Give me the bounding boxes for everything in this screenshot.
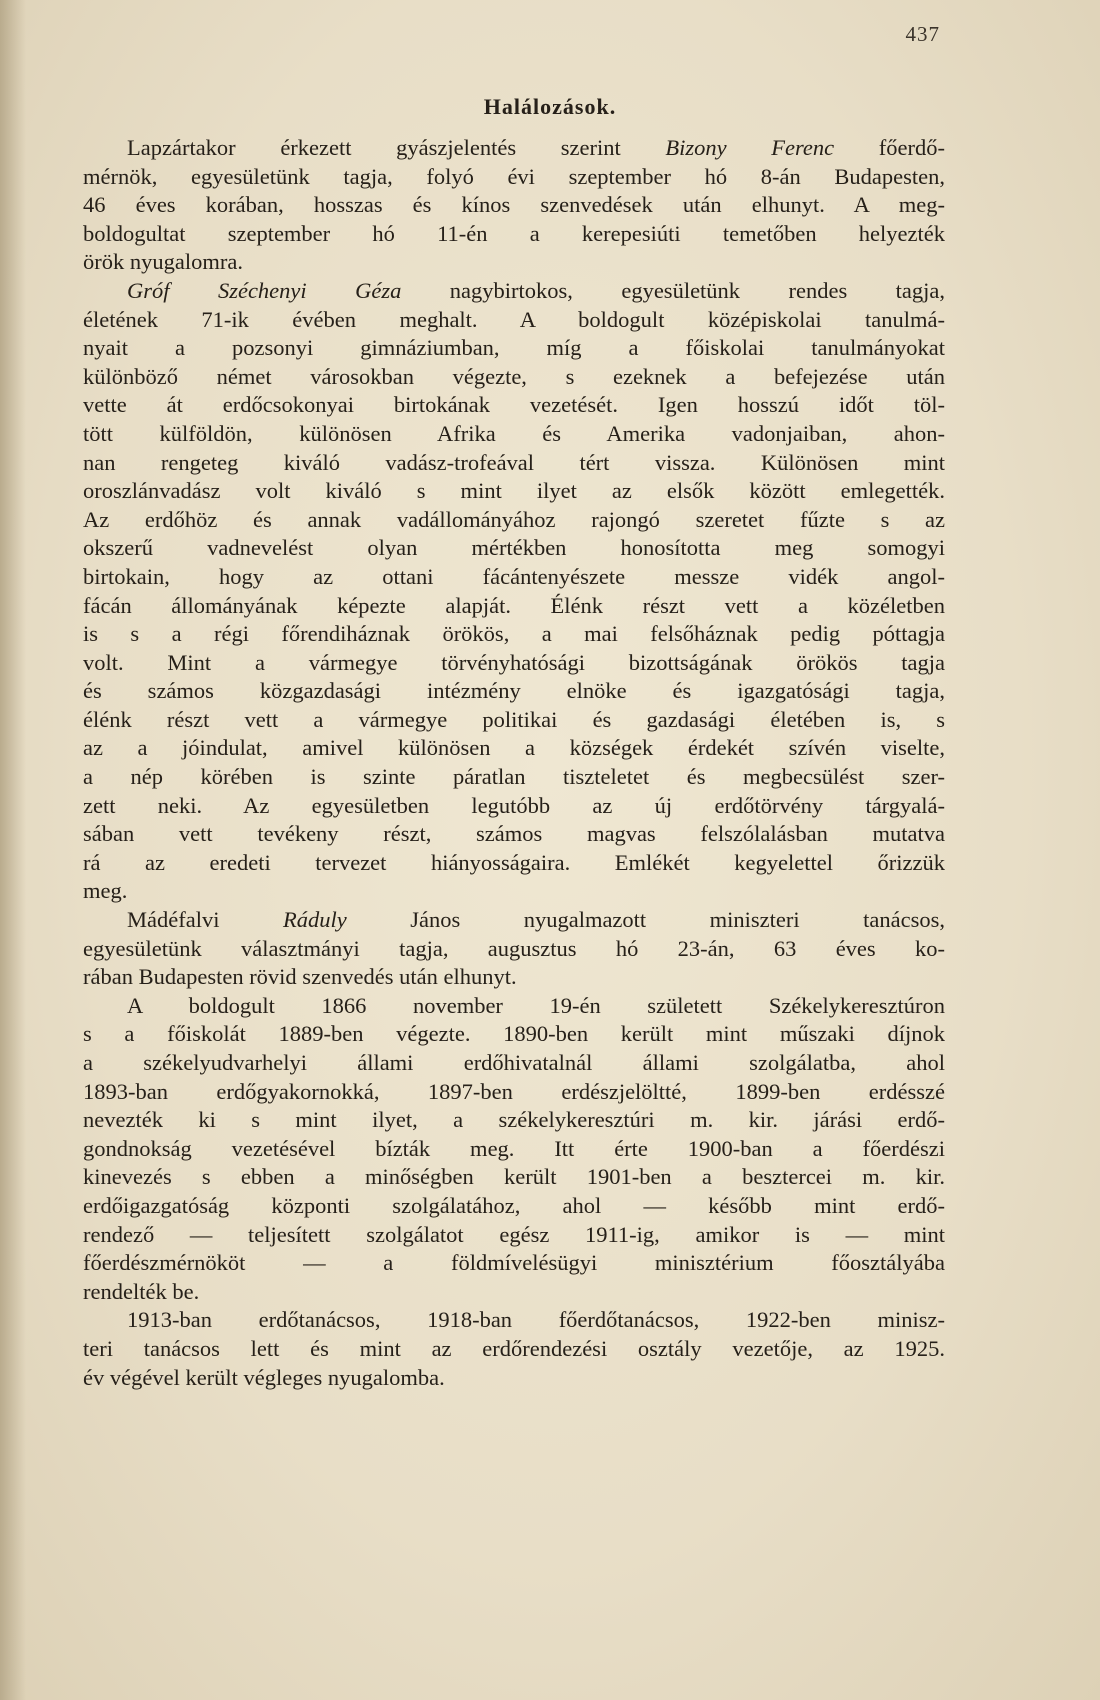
text-segment: főerdészmérnököt — a földmívelésügyi minisztérium főosztályába bbox=[83, 1250, 945, 1276]
text-segment: kinevezés s ebben a minőségben került 1901-ben a besztercei m. kir. bbox=[83, 1164, 945, 1190]
text-line bbox=[83, 992, 945, 1021]
text-segment: zett neki. Az egyesületben legutóbb az új erdőtörvény tárgyalá- bbox=[83, 792, 945, 818]
text-line bbox=[83, 1306, 945, 1335]
text-segment: fácán állományának képezte alapját. Élénk részt vett a közéletben bbox=[83, 592, 945, 618]
page-number: 437 bbox=[905, 22, 940, 46]
text-segment: és számos közgazdasági intézmény elnöke és igazgatósági tagja, bbox=[83, 678, 945, 704]
name-italic: Gróf Széchenyi Géza bbox=[127, 277, 402, 303]
text-line bbox=[83, 649, 945, 678]
name-italic: Bizony Ferenc bbox=[665, 135, 835, 160]
text-line bbox=[83, 477, 945, 506]
paragraph bbox=[83, 906, 945, 992]
text-segment: 1913-ban erdőtanácsos, 1918-ban főerdőtanácsos, 1922-ben minisz- bbox=[127, 1307, 945, 1333]
text-segment: a nép körében is szinte páratlan tiszteletet és megbecsülést szer- bbox=[83, 764, 945, 790]
text-segment: rá az eredeti tervezet hiányosságaira. Emlékét kegyelettel őrizzük bbox=[83, 849, 945, 875]
text-segment: s a főiskolát 1889-ben végezte. 1890-ben került mint műszaki díjnok bbox=[83, 1021, 945, 1047]
text-line bbox=[83, 849, 945, 878]
text-line bbox=[83, 677, 945, 706]
text-segment: birtokain, hogy az ottani fácántenyészete messze vidék angol- bbox=[83, 563, 945, 589]
text-line bbox=[83, 163, 945, 192]
section-title: Halálozások. bbox=[483, 94, 617, 119]
text-segment: élénk részt vett a vármegye politikai és gazdasági életében is, s bbox=[83, 706, 945, 732]
text-segment: János nyugalmazott miniszteri tanácsos, bbox=[346, 907, 945, 933]
text-line bbox=[83, 877, 945, 906]
text-segment: rendelték be. bbox=[83, 1278, 200, 1304]
text-line bbox=[83, 734, 945, 763]
name-italic: Ráduly bbox=[282, 907, 347, 933]
text-line bbox=[83, 1106, 945, 1135]
text-line bbox=[83, 620, 945, 649]
text-line bbox=[83, 1163, 945, 1192]
text-line bbox=[83, 334, 945, 363]
text-segment: sában vett tevékeny részt, számos magvas felszólalásban mutatva bbox=[83, 821, 945, 847]
text-line bbox=[83, 1249, 945, 1278]
text-segment: gondnokság vezetésével bízták meg. Itt érte 1900-ban a főerdészi bbox=[83, 1135, 945, 1161]
text-segment: főerdő- bbox=[834, 135, 945, 160]
text-line bbox=[83, 1335, 945, 1364]
text-segment: Lapzártakor érkezett gyászjelentés szerint bbox=[127, 135, 666, 160]
text-line bbox=[83, 220, 945, 249]
text-line bbox=[83, 306, 945, 335]
text-line bbox=[83, 420, 945, 449]
text-line bbox=[83, 763, 945, 792]
text-segment: volt. Mint a vármegye törvényhatósági bizottságának örökös tagja bbox=[83, 649, 945, 675]
text-line bbox=[83, 963, 945, 992]
text-segment: az a jóindulat, amivel különösen a községek érdekét szívén viselte, bbox=[83, 735, 945, 761]
text-segment: év végével került végleges nyugalomba. bbox=[83, 1364, 445, 1390]
text-segment: A boldogult 1866 november 19-én született Székelykeresztúron bbox=[127, 992, 945, 1018]
text-line bbox=[83, 391, 945, 420]
text-segment: egyesületünk választmányi tagja, augusztus hó 23-án, 63 éves ko- bbox=[83, 935, 945, 961]
text-segment: örök nyugalomra. bbox=[83, 249, 243, 275]
text-segment: életének 71-ik évében meghalt. A boldogult középiskolai tanulmá- bbox=[83, 306, 945, 332]
text-segment: különböző német városokban végezte, s ezeknek a befejezése után bbox=[83, 363, 945, 389]
text-line bbox=[83, 1049, 945, 1078]
text-segment: tött külföldön, különösen Afrika és Amerika vadonjaiban, ahon- bbox=[83, 420, 945, 446]
text-line bbox=[83, 592, 945, 621]
text-line bbox=[83, 363, 945, 392]
text-segment: meg. bbox=[83, 878, 128, 904]
paragraph bbox=[83, 992, 945, 1307]
text-segment: teri tanácsos lett és mint az erdőrendezési osztály vezetője, az 1925. bbox=[83, 1335, 945, 1361]
text-segment: 1893-ban erdőgyakornokká, 1897-ben erdészjelöltté, 1899-ben erdésszé bbox=[83, 1078, 945, 1104]
paragraph bbox=[83, 134, 945, 277]
text-line bbox=[83, 563, 945, 592]
text-line bbox=[83, 1278, 945, 1307]
text-segment: Az erdőhöz és annak vadállományához rajongó szeretet fűzte s az bbox=[83, 506, 945, 532]
text-line bbox=[83, 906, 945, 935]
text-line bbox=[83, 1020, 945, 1049]
text-segment: oroszlánvadász volt kiváló s mint ilyet az elsők között emlegették. bbox=[83, 478, 945, 504]
text-line bbox=[83, 706, 945, 735]
text-line bbox=[83, 1135, 945, 1164]
text-segment: 46 éves korában, hosszas és kínos szenvedések után elhunyt. A meg- bbox=[83, 192, 945, 218]
text-segment: vette át erdőcsokonyai birtokának vezetését. Igen hosszú időt töl- bbox=[83, 392, 945, 418]
text-line bbox=[83, 1078, 945, 1107]
text-line bbox=[83, 935, 945, 964]
text-line bbox=[83, 134, 945, 163]
text-segment: okszerű vadnevelést olyan mértékben honosította meg somogyi bbox=[83, 535, 945, 561]
text-line bbox=[83, 792, 945, 821]
text-line bbox=[83, 248, 945, 277]
text-line bbox=[83, 1192, 945, 1221]
text-segment: rában Budapesten rövid szenvedés után elhunyt. bbox=[83, 964, 517, 990]
text-segment: boldogultat szeptember hó 11-én a kerepesiúti temetőben helyezték bbox=[83, 220, 945, 246]
article-body bbox=[83, 134, 945, 1392]
paragraph bbox=[83, 277, 945, 906]
text-line bbox=[83, 1364, 945, 1393]
text-segment: is s a régi főrendiháznak örökös, a mai felsőháznak pedig póttagja bbox=[83, 621, 945, 647]
text-segment: erdőigazgatóság központi szolgálatához, ahol — később mint erdő- bbox=[83, 1192, 945, 1218]
text-line bbox=[83, 449, 945, 478]
text-line bbox=[83, 277, 945, 306]
text-segment: Mádéfalvi bbox=[127, 907, 283, 933]
paragraph bbox=[83, 1306, 945, 1392]
text-segment: mérnök, egyesületünk tagja, folyó évi szeptember hó 8-án Budapesten, bbox=[83, 163, 945, 189]
text-line bbox=[83, 191, 945, 220]
text-line bbox=[83, 506, 945, 535]
text-segment: nevezték ki s mint ilyet, a székelykeresztúri m. kir. járási erdő- bbox=[83, 1107, 945, 1133]
text-segment: nyait a pozsonyi gimnáziumban, míg a főiskolai tanulmányokat bbox=[83, 335, 945, 361]
text-line bbox=[83, 820, 945, 849]
text-segment: rendező — teljesített szolgálatot egész 1911-ig, amikor is — mint bbox=[83, 1221, 945, 1247]
text-segment: nan rengeteg kiváló vadász-trofeával tért vissza. Különösen mint bbox=[83, 449, 945, 475]
text-line bbox=[83, 534, 945, 563]
text-line bbox=[83, 1221, 945, 1250]
text-segment: a székelyudvarhelyi állami erdőhivatalnál állami szolgálatba, ahol bbox=[83, 1050, 945, 1075]
text-segment: nagybirtokos, egyesületünk rendes tagja, bbox=[401, 277, 946, 303]
